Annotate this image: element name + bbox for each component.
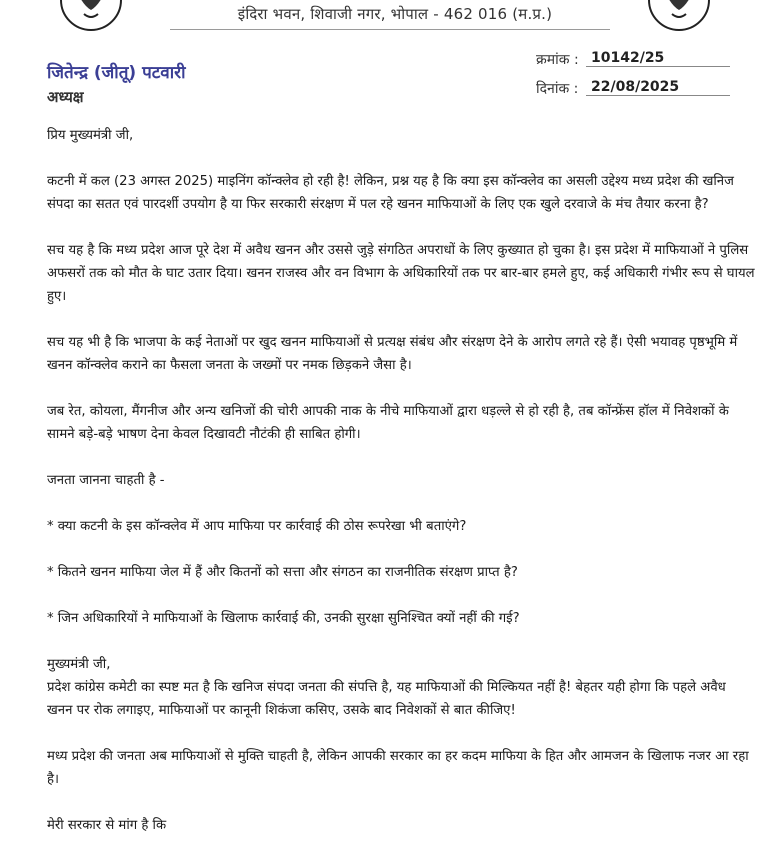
question-3: * जिन अधिकारियों ने माफियाओं के खिलाफ कार्रवाई की, उनकी सुरक्षा सुनिश्चित क्यों नहीं की गई? bbox=[47, 611, 520, 626]
header-divider bbox=[170, 29, 610, 30]
reference-label: क्रमांक : bbox=[536, 52, 579, 68]
paragraph-1: कटनी में कल (23 अगस्त 2025) माइनिंग कॉन्क्लेव हो रही है! लेकिन, प्रश्न यह है कि क्या इस कॉन्क्लेव का असली उद्देश्य मध्य प्रदेश की खनिज संपदा का सतत एवं पारदर्शी उपयोग है या फिर सरकारी संरक्षण में पल रहे खनन माफियाओं के लिए एक खुले दरवाजे के मंच तैयार करना है? bbox=[47, 174, 734, 212]
paragraph-6: प्रदेश कांग्रेस कमेटी का स्पष्ट मत है कि खनिज संपदा जनता की संपत्ति है, यह माफियाओं की मिल्कियत नहीं है! बेहतर यही होगा कि पहले अवैध खनन पर रोक लगाइए, माफियाओं पर कानूनी शिकंजा कसिए, उसके बाद निवेशकों से बात कीजिए! bbox=[47, 680, 726, 718]
salutation: प्रिय मुख्यमंत्री जी, bbox=[47, 128, 134, 143]
date-row bbox=[536, 79, 736, 99]
header-address: इंदिरा भवन, शिवाजी नगर, भोपाल - 462 016 (म.प्र.) bbox=[237, 5, 553, 23]
reference-underline bbox=[586, 66, 730, 67]
paragraph-2: सच यह है कि मध्य प्रदेश आज पूरे देश में अवैध खनन और उससे जुड़े संगठित अपराधों के लिए कुख्यात हो चुका है। इस प्रदेश में माफियाओं ने पुलिस अफसरों तक को मौत के घाट उतार दिया। खनन राजस्व और वन विभाग के अधिकारियों तक पर बार-बार हमले हुए, कई अधिकारी गंभीर रूप से घायल हुए। bbox=[47, 243, 755, 304]
question-2: * कितने खनन माफिया जेल में हैं और कितनों को सत्ता और संगठन का राजनीतिक संरक्षण प्राप्त है? bbox=[47, 565, 518, 580]
paragraph-3: सच यह भी है कि भाजपा के कई नेताओं पर खुद खनन माफियाओं से प्रत्यक्ष संबंध और संरक्षण देने के आरोप लगते रहे हैं। ऐसी भयावह पृष्ठभूमि में खनन कॉन्क्लेव कराने का फैसला जनता के जख्मों पर नमक छिड़कने जैसा है। bbox=[47, 335, 738, 373]
letter-body bbox=[47, 124, 755, 860]
date-underline bbox=[586, 95, 730, 96]
paragraph-4: जब रेत, कोयला, मैंगनीज और अन्य खनिजों की चोरी आपकी नाक के नीचे माफियाओं द्वारा धड़ल्ले से हो रही है, तब कॉन्फ्रेंस हॉल में निवेशकों के सामने बड़े-बड़े भाषण देना केवल दिखावटी नौटंकी ही साबित होगी। bbox=[47, 404, 729, 442]
question-1: * क्या कटनी के इस कॉन्क्लेव में आप माफिया पर कार्रवाई की ठोस रूपरेखा भी बताएंगे? bbox=[47, 519, 467, 534]
paragraph-6-heading: मुख्यमंत्री जी, bbox=[47, 657, 111, 672]
party-emblem-left bbox=[58, 0, 124, 34]
sender-name: जितेन्द्र (जीतू) पटवारी bbox=[47, 63, 186, 83]
date-value: 22/08/2025 bbox=[591, 79, 680, 95]
date-label: दिनांक : bbox=[536, 81, 579, 97]
paragraph-8: मेरी सरकार से मांग है कि bbox=[47, 818, 167, 833]
sender-title: अध्यक्ष bbox=[47, 88, 84, 106]
reference-number-row bbox=[536, 50, 736, 70]
paragraph-7: मध्य प्रदेश की जनता अब माफियाओं से मुक्ति चाहती है, लेकिन आपकी सरकार का हर कदम माफिया के हित और आमजन के खिलाफ नजर आ रहा है। bbox=[47, 749, 749, 787]
reference-value: 10142/25 bbox=[591, 50, 665, 66]
paragraph-5: जनता जानना चाहती है - bbox=[47, 473, 165, 488]
party-emblem-right bbox=[646, 0, 712, 34]
